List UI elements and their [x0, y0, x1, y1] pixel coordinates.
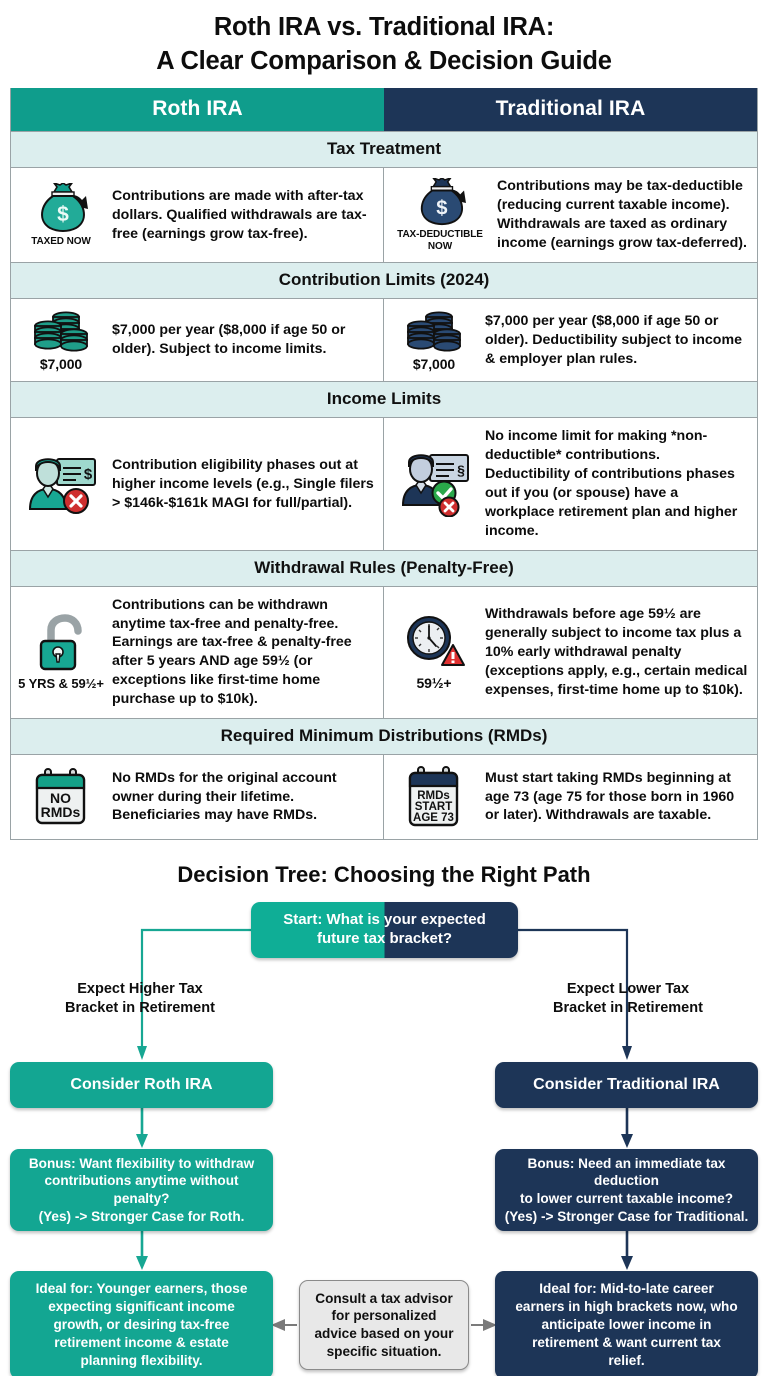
table-row [11, 418, 757, 549]
branch-label-left-line-1: Expect Higher Tax [77, 980, 203, 997]
tree-node-start[interactable] [251, 902, 518, 958]
cell-roth-withdrawal-rules [11, 587, 384, 718]
cell-roth-tax-treatment [11, 168, 384, 262]
cell-traditional-rmds [384, 755, 757, 839]
cell-text: $7,000 per year ($8,000 if age 50 or older). Subject to income limits. [112, 322, 346, 358]
roth-ideal-line-1: Ideal for: Younger earners, those [35, 1281, 248, 1297]
decision-tree-title: Decision Tree: Choosing the Right Path [177, 861, 591, 887]
column-header-roth: Roth IRA [11, 88, 384, 131]
branch-label-right [528, 980, 728, 1017]
svg-text:$: $ [83, 466, 93, 484]
advisor-line-3: advice based on your [314, 1325, 454, 1341]
roth-ideal-line-3: growth, or desiring tax-free [53, 1317, 230, 1333]
calendar-line-2: START [414, 800, 453, 813]
cell-roth-income-limits [11, 418, 384, 549]
tree-node-consider-roth[interactable]: Consider Roth IRA [10, 1062, 273, 1108]
table-row [11, 299, 757, 382]
comparison-table [10, 88, 758, 840]
roth-ideal-line-2: expecting significant income [48, 1299, 235, 1315]
table-row [11, 755, 757, 839]
calendar-icon [18, 766, 104, 828]
roth-ideal-line-5: planning flexibility. [80, 1352, 203, 1368]
section-header-withdrawal-rules: Withdrawal Rules (Penalty-Free) [11, 550, 757, 587]
cell-text: Contributions are made with after-tax dollars. Qualified withdrawals are tax-free (earnings grow tax-free). [112, 187, 367, 242]
advisor-line-2: for personalized [331, 1308, 437, 1324]
branch-label-left-line-2: Bracket in Retirement [65, 999, 215, 1016]
icon-caption: TAXED NOW [31, 235, 91, 247]
cell-text: Contributions may be tax-deductible (reducing current taxable income). Withdrawals are taxed as ordinary income (earnings grow tax-deferred). [497, 178, 747, 251]
section-header-rmds: Required Minimum Distributions (RMDs) [11, 718, 757, 755]
section-header-income-limits: Income Limits [11, 381, 757, 418]
traditional-bonus-line-3: (Yes) -> Stronger Case for Traditional. [504, 1208, 749, 1224]
section-header-contribution-limits: Contribution Limits (2024) [11, 262, 757, 299]
tree-node-traditional-bonus[interactable] [495, 1149, 758, 1231]
person-income-card-x-icon [18, 453, 104, 515]
open-padlock-icon [18, 614, 104, 692]
page-title [0, 0, 768, 88]
cell-text: No RMDs for the original account owner during their lifetime. Beneficiaries may have RMDs. [112, 769, 337, 824]
tree-node-consult-advisor[interactable] [299, 1280, 469, 1370]
traditional-ideal-line-3: anticipate lower income in [541, 1317, 712, 1333]
table-header-row [11, 88, 757, 131]
calendar-line-1: RMDs [417, 789, 450, 802]
advisor-line-1: Consult a tax advisor [315, 1290, 453, 1306]
icon-caption: 59½+ [416, 675, 452, 692]
table-row [11, 587, 757, 718]
cell-traditional-withdrawal-rules [384, 587, 757, 718]
cell-text: Contributions can be withdrawn anytime tax-free and penalty-free. Earnings are tax-free & penalty-free after 5 years AND age 59½ (or exceptions like first-time home purchase up to $10k). [112, 596, 352, 708]
branch-label-right-line-2: Bracket in Retirement [553, 999, 703, 1016]
advisor-line-4: specific situation. [326, 1343, 442, 1359]
svg-text:$: $ [436, 197, 448, 220]
money-bag-arrow-icon [18, 183, 104, 247]
tree-node-traditional-ideal-for[interactable] [495, 1271, 758, 1376]
tree-node-consider-traditional[interactable]: Consider Traditional IRA [495, 1062, 758, 1108]
traditional-bonus-line-1: Bonus: Need an immediate tax deduction [527, 1155, 726, 1189]
section-header-tax-treatment: Tax Treatment [11, 131, 757, 168]
cell-text: $7,000 per year ($8,000 if age 50 or older). Deductibility subject to income & employer plan rules. [485, 312, 742, 367]
decision-tree [0, 896, 768, 1366]
money-bag-arrow-icon [391, 178, 489, 251]
cell-text: No income limit for making *non-deductible* contributions. Deductibility of contributions phases out if you (or spouse) have a workplace retirement plan and higher income. [485, 428, 738, 539]
roth-bonus-line-2: contributions anytime without penalty? [44, 1173, 239, 1206]
cell-traditional-tax-treatment [384, 168, 757, 262]
cell-text: Contribution eligibility phases out at higher income levels (e.g., Single filers > $146k-$161k MAGI for full/partial). [112, 456, 374, 511]
calendar-line-1: NO [50, 789, 71, 806]
clock-warning-icon [391, 613, 477, 692]
page-title-line-1: Roth IRA vs. Traditional IRA: [213, 13, 555, 41]
cell-traditional-income-limits [384, 418, 757, 549]
traditional-ideal-line-5: relief. [608, 1352, 645, 1368]
calendar-icon [391, 764, 477, 830]
roth-bonus-line-3: (Yes) -> Stronger Case for Roth. [38, 1208, 245, 1224]
start-line-1: Start: What is your expected [283, 911, 486, 929]
cell-traditional-contribution-limits [384, 299, 757, 382]
tree-node-roth-ideal-for[interactable] [10, 1271, 273, 1376]
icon-caption: TAX-DEDUCTIBLE NOW [397, 229, 483, 252]
branch-label-right-line-1: Expect Lower Tax [566, 980, 690, 997]
svg-text:§: § [457, 462, 465, 479]
branch-label-left [40, 980, 240, 1017]
svg-text:$: $ [57, 202, 69, 226]
coin-stack-icon [18, 308, 104, 373]
page-title-line-2: A Clear Comparison & Decision Guide [156, 46, 612, 75]
icon-caption: $7,000 [39, 355, 83, 372]
cell-roth-rmds [11, 755, 384, 839]
column-header-traditional: Traditional IRA [384, 88, 757, 131]
cell-roth-contribution-limits [11, 299, 384, 382]
icon-caption: 5 YRS & 59½+ [18, 675, 104, 691]
icon-caption: $7,000 [412, 355, 456, 372]
calendar-line-2: RMDs [40, 803, 81, 820]
coin-stack-icon [391, 308, 477, 373]
traditional-bonus-line-2: to lower current taxable income? [519, 1190, 734, 1206]
cell-text: Must start taking RMDs beginning at age 73 (age 75 for those born in 1960 or later). Withdrawals are taxable. [485, 769, 735, 824]
traditional-ideal-line-2: earners in high brackets now, who [515, 1299, 738, 1315]
traditional-ideal-line-1: Ideal for: Mid-to-late career [539, 1281, 714, 1297]
person-income-card-check-x-icon [391, 451, 477, 517]
roth-ideal-line-4: retirement income & estate [54, 1334, 229, 1350]
cell-text: Withdrawals before age 59½ are generally subject to income tax plus a 10% early withdrawal penalty (exceptions apply, e.g., certain medical expenses, first-time home up to $10k). [485, 606, 748, 698]
start-line-2: future tax bracket? [316, 929, 453, 947]
tree-node-roth-bonus[interactable] [10, 1149, 273, 1231]
table-row [11, 168, 757, 262]
roth-bonus-line-1: Bonus: Want flexibility to withdraw [28, 1155, 255, 1171]
traditional-ideal-line-4: retirement & want current tax [532, 1334, 721, 1350]
calendar-line-3: AGE 73 [413, 811, 454, 824]
